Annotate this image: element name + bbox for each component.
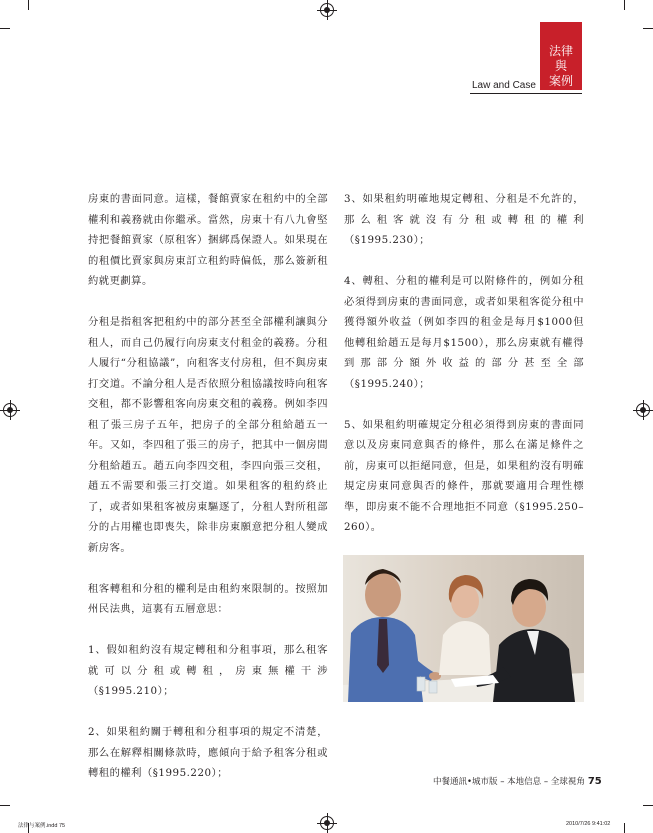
registration-mark-left [3, 403, 17, 417]
paragraph: 分租是指租客把租約中的部分甚至全部權利讓與分租人，而自己仍履行向房東支付租金的義務。分租人履行“分租協議”，向租客支付房租，但不與房東打交道。不論分租人是否依照分租協議按時向租客交租，都不影響租客向房東交租的義務。例如李四租了張三房子五年，把房子的全部分租給趙五一年。又如，李四租了張三的房子，把其中一個房間分租給趙五。趙五向李四交租，李四向張三交租，趙五不需要和張三打交道。如果租客的租約終止了，或者如果租客被房東驅逐了，分租人對所租部分的占用權也即喪失，除非房東願意把分租人變成新房客。 [88, 316, 328, 554]
registration-mark-bottom [320, 816, 334, 830]
left-column [88, 189, 328, 804]
paragraph: 租客轉租和分租的權利是由租約來限制的。按照加州民法典，這裏有五層意思： [88, 582, 328, 615]
section-tab-line: 案例 [548, 74, 573, 88]
crop-mark [624, 0, 625, 10]
page-number: 75 [587, 776, 602, 787]
section-tab [540, 22, 582, 90]
header-rule [470, 93, 582, 94]
paragraph: 2、如果租約關于轉租和分租事項的規定不清楚，那么在解釋相關條款時，應傾向于給予租客分租或轉租的權利（§1995.220）； [88, 726, 328, 779]
meeting-photo [343, 555, 584, 702]
crop-mark [0, 28, 10, 29]
paragraph: 4、轉租、分租的權利是可以附條件的，例如分租必須得到房東的書面同意，或者如果租客從分租中獲得額外收益（例如李四的租金是每月$1000但他轉租給趙五是每月$1500），那么房東就有權得到那部分額外收益的部分甚至全部（§1995.240）； [344, 275, 584, 390]
crop-mark [0, 805, 10, 806]
meeting-illustration [343, 555, 584, 702]
paragraph: 3、如果租約明確地規定轉租、分租是不允許的，那么租客就沒有分租或轉租的權利（§1995.230）； [344, 193, 584, 246]
slug-file: 法律与案例.indd 75 [18, 823, 66, 829]
paragraph: 房東的書面同意。這樣，餐館賣家在租約中的全部權利和義務就由你繼承。當然，房東十有八九會堅持把餐館賣家（原租客）捆綁爲保證人。如果現在的租價比賣家與房東訂立租約時偏低，那么簽新租約就更劃算。 [88, 193, 328, 287]
crop-mark [624, 823, 625, 833]
section-tab-line: 與 [554, 59, 567, 73]
crop-mark [643, 28, 653, 29]
crop-mark [28, 0, 29, 10]
page-footer [433, 775, 602, 787]
registration-mark-right [636, 403, 650, 417]
section-tab-line: 法律 [548, 44, 573, 58]
slug-timestamp: 2010/7/26 9:41:02 [566, 821, 611, 827]
registration-mark-top [320, 3, 334, 17]
paragraph: 5、如果租約明確規定分租必須得到房東的書面同意以及房東同意與否的條件，那么在滿足條件之前，房東可以拒絕同意，但是，如果租約沒有明確規定房東同意與否的條件，那就要適用合理性標準，即房東不能不合理地拒不同意（§1995.250–260）。 [344, 418, 584, 533]
publication-name: 中餐通訊•城市版 – 本地信息 – 全球視角 [433, 777, 585, 787]
section-title-en: Law and Case [472, 80, 536, 91]
crop-mark [643, 805, 653, 806]
paragraph: 1、假如租約沒有規定轉租和分租事項，那么租客就可以分租或轉租，房東無權干涉（§1995.210）； [88, 644, 328, 697]
